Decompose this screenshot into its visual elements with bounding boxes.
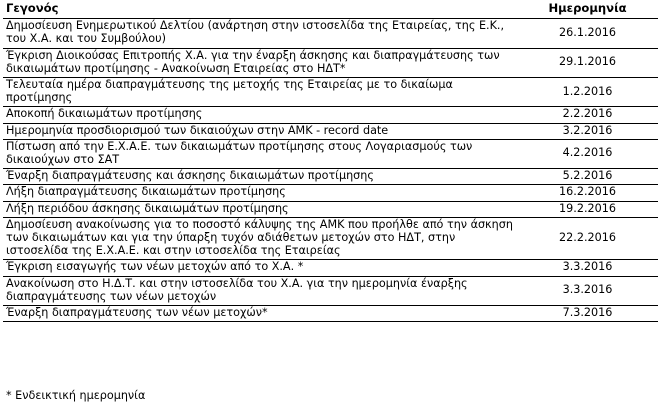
date-cell: 3.2.2016 (517, 123, 658, 139)
event-cell: Λήξη περιόδου άσκησης δικαιωμάτων προτίμησης (3, 201, 517, 217)
table-row (3, 139, 658, 168)
date-cell: 3.3.2016 (517, 260, 658, 276)
date-cell: 1.2.2016 (517, 78, 658, 107)
event-cell: Τελευταία ημέρα διαπραγμάτευσης της μετοχής της Εταιρείας με το δικαίωμα προτίμησης (3, 78, 517, 107)
timetable (3, 0, 658, 322)
header-event: Γεγονός (3, 0, 517, 19)
header-date: Ημερομηνία (517, 0, 658, 19)
event-cell: Λήξη διαπραγμάτευσης δικαιωμάτων προτίμησης (3, 185, 517, 201)
table-row (3, 169, 658, 185)
date-cell: 4.2.2016 (517, 139, 658, 168)
event-cell: Ανακοίνωση στο Η.Δ.Τ. και στην ιστοσελίδα του Χ.Α. για την ημερομηνία έναρξης διαπραγμάτευσης των νέων μετοχών (3, 276, 517, 305)
date-cell: 3.3.2016 (517, 276, 658, 305)
table-row (3, 48, 658, 77)
date-cell: 29.1.2016 (517, 48, 658, 77)
event-cell: Έγκριση Διοικούσας Επιτροπής Χ.Α. για την έναρξη άσκησης και διαπραγμάτευσης των δικαιωμάτων προτίμησης - Ανακοίνωση Εταιρείας στο ΗΔΤ* (3, 48, 517, 77)
event-cell: Έναρξη διαπραγμάτευσης των νέων μετοχών* (3, 306, 517, 322)
event-cell: Δημοσίευση Ενημερωτικού Δελτίου (ανάρτηση στην ιστοσελίδα της Εταιρείας, της Ε.Κ., του Χ.Α. και του Συμβούλου) (3, 19, 517, 48)
table-row (3, 19, 658, 48)
date-cell: 22.2.2016 (517, 217, 658, 260)
date-cell: 2.2.2016 (517, 107, 658, 123)
table-row (3, 78, 658, 107)
date-cell: 26.1.2016 (517, 19, 658, 48)
date-cell: 7.3.2016 (517, 306, 658, 322)
document (3, 0, 658, 322)
date-cell: 5.2.2016 (517, 169, 658, 185)
table-row (3, 260, 658, 276)
table-row (3, 185, 658, 201)
footnote: * Ενδεικτική ημερομηνία (6, 389, 146, 402)
table-row (3, 217, 658, 260)
event-cell: Πίστωση από την Ε.Χ.Α.Ε. των δικαιωμάτων προτίμησης στους Λογαριασμούς των δικαιούχων στο ΣΑΤ (3, 139, 517, 168)
event-cell: Έγκριση εισαγωγής των νέων μετοχών από το Χ.Α. * (3, 260, 517, 276)
event-cell: Ημερομηνία προσδιορισμού των δικαιούχων στην ΑΜΚ - record date (3, 123, 517, 139)
event-cell: Δημοσίευση ανακοίνωσης για το ποσοστό κάλυψης της ΑΜΚ που προήλθε από την άσκηση των δικαιωμάτων και για την ύπαρξη τυχόν αδιάθετων μετοχών στο ΗΔΤ, στην ιστοσελίδα της Ε.Χ.Α.Ε. και στην ιστοσελίδα της Εταιρείας (3, 217, 517, 260)
table-row (3, 201, 658, 217)
date-cell: 19.2.2016 (517, 201, 658, 217)
date-cell: 16.2.2016 (517, 185, 658, 201)
event-cell: Αποκοπή δικαιωμάτων προτίμησης (3, 107, 517, 123)
table-row (3, 306, 658, 322)
table-row (3, 107, 658, 123)
table-header-row (3, 0, 658, 19)
table-row (3, 276, 658, 305)
table-row (3, 123, 658, 139)
event-cell: Έναρξη διαπραγμάτευσης και άσκησης δικαιωμάτων προτίμησης (3, 169, 517, 185)
